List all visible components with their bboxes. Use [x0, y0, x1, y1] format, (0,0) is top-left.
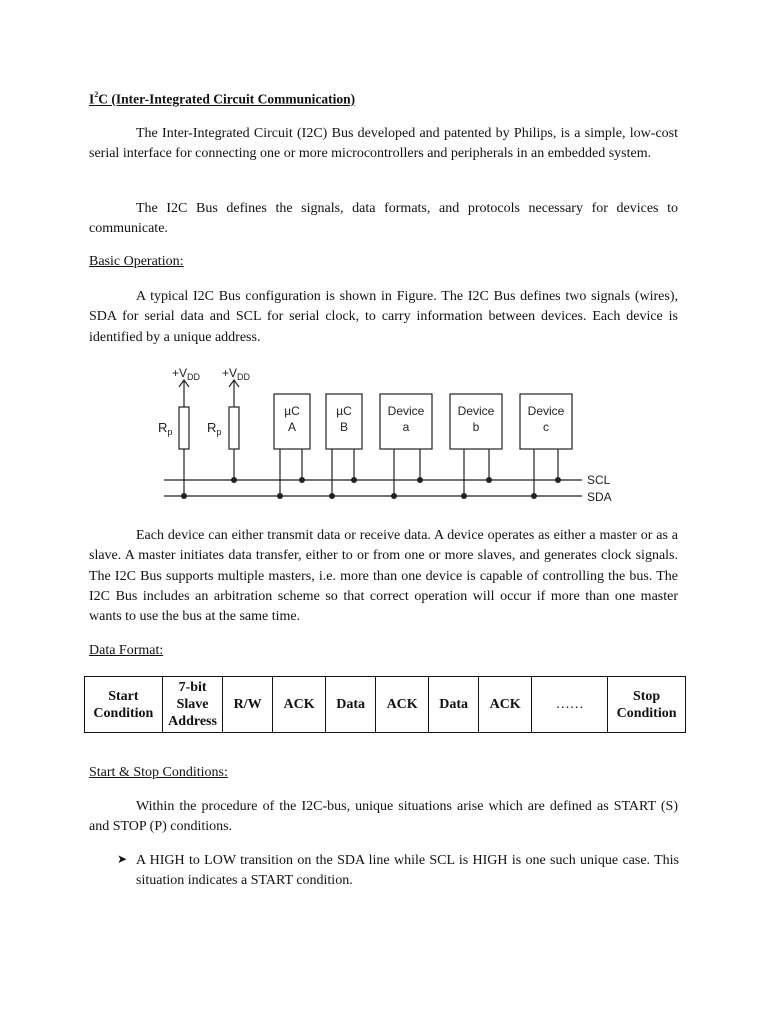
table-cell-stop: Stop Condition — [608, 677, 686, 733]
table-cell-rw: R/W — [223, 677, 272, 733]
paragraph-intro: The Inter-Integrated Circuit (I2C) Bus developed and patented by Philips, is a simple, low-cost serial interface for connecting one or more microcontrollers and peripherals in an embedded system. — [89, 126, 678, 162]
device-label-b-line1: Device — [457, 404, 495, 418]
title-superscript: 2 — [94, 90, 99, 99]
data-format-table — [84, 676, 686, 733]
arrow-bullet-icon: ➤ — [117, 852, 128, 866]
pullup-resistor-2 — [229, 407, 239, 449]
table-cell-start: Start Condition — [85, 677, 163, 733]
table-cell-ellipsis: …… — [532, 677, 608, 733]
table-row — [85, 677, 686, 733]
scl-label: SCL — [587, 473, 611, 487]
paragraph-defines: The I2C Bus defines the signals, data formats, and protocols necessary for devices to communicate. — [89, 201, 678, 237]
table-cell-ack: ACK — [478, 677, 532, 733]
paragraph-each-device: Each device can either transmit data or receive data. A device operates as either a master or as a slave. A master initiates data transfer, either to or from one or more slaves, and generates clock signals. The I2C Bus supports multiple masters, i.e. more than one device is capable of controlling the bus. The I2C Bus includes an arbitration scheme so that correct operation will occur if more than one master wants to use the bus at the same time. — [89, 528, 678, 625]
device-label-a-line1: Device — [387, 404, 425, 418]
table-cell-ack: ACK — [272, 677, 326, 733]
vdd-label-2: $+V_{DD}$ — [222, 366, 251, 382]
bullet-item — [117, 851, 679, 892]
vdd-label-1: $+V_{DD}$ — [172, 366, 201, 382]
paragraph-typical: A typical I2C Bus configuration is shown in Figure. The I2C Bus defines two signals (wires), SDA for serial data and SCL for serial clock, to carry information between devices. Each device is identified by a unique address. — [89, 289, 678, 345]
i2c-bus-diagram — [150, 360, 620, 515]
rp-label-2: $R_p$ — [207, 420, 222, 437]
device-label-c-line1: Device — [527, 404, 565, 418]
device-label-b-line2: b — [472, 420, 480, 434]
heading-start-stop: Start & Stop Conditions: — [89, 765, 228, 780]
title-rest: C (Inter-Integrated Circuit Communication) — [98, 91, 356, 107]
device-label-a-line2: a — [402, 420, 410, 434]
heading-data-format: Data Format: — [89, 643, 164, 658]
device-label-uc-b-line2: B — [339, 420, 349, 434]
device-label-uc-a-line2: A — [287, 420, 297, 434]
rp-label-1: $R_p$ — [158, 420, 173, 437]
heading-basic-operation: Basic Operation: — [89, 254, 184, 269]
device-label-uc-a-line1: µC — [284, 404, 300, 418]
paragraph-procedure: Within the procedure of the I2C-bus, unique situations arise which are defined as START (S) and STOP (P) conditions. — [89, 799, 678, 835]
table-cell-data: Data — [429, 677, 478, 733]
device-label-uc-b-line1: µC — [336, 404, 352, 418]
sda-label: SDA — [587, 490, 612, 504]
bullet-text: A HIGH to LOW transition on the SDA line while SCL is HIGH is one such unique case. This situation indicates a START condition. — [136, 853, 679, 889]
table-cell-ack: ACK — [375, 677, 429, 733]
title-prefix: I — [89, 91, 95, 107]
device-label-c-line2: c — [543, 420, 549, 434]
table-cell-data: Data — [326, 677, 375, 733]
table-cell-slave-address: 7-bit Slave Address — [162, 677, 223, 733]
page-title — [89, 91, 355, 108]
pullup-resistor-1 — [179, 407, 189, 449]
